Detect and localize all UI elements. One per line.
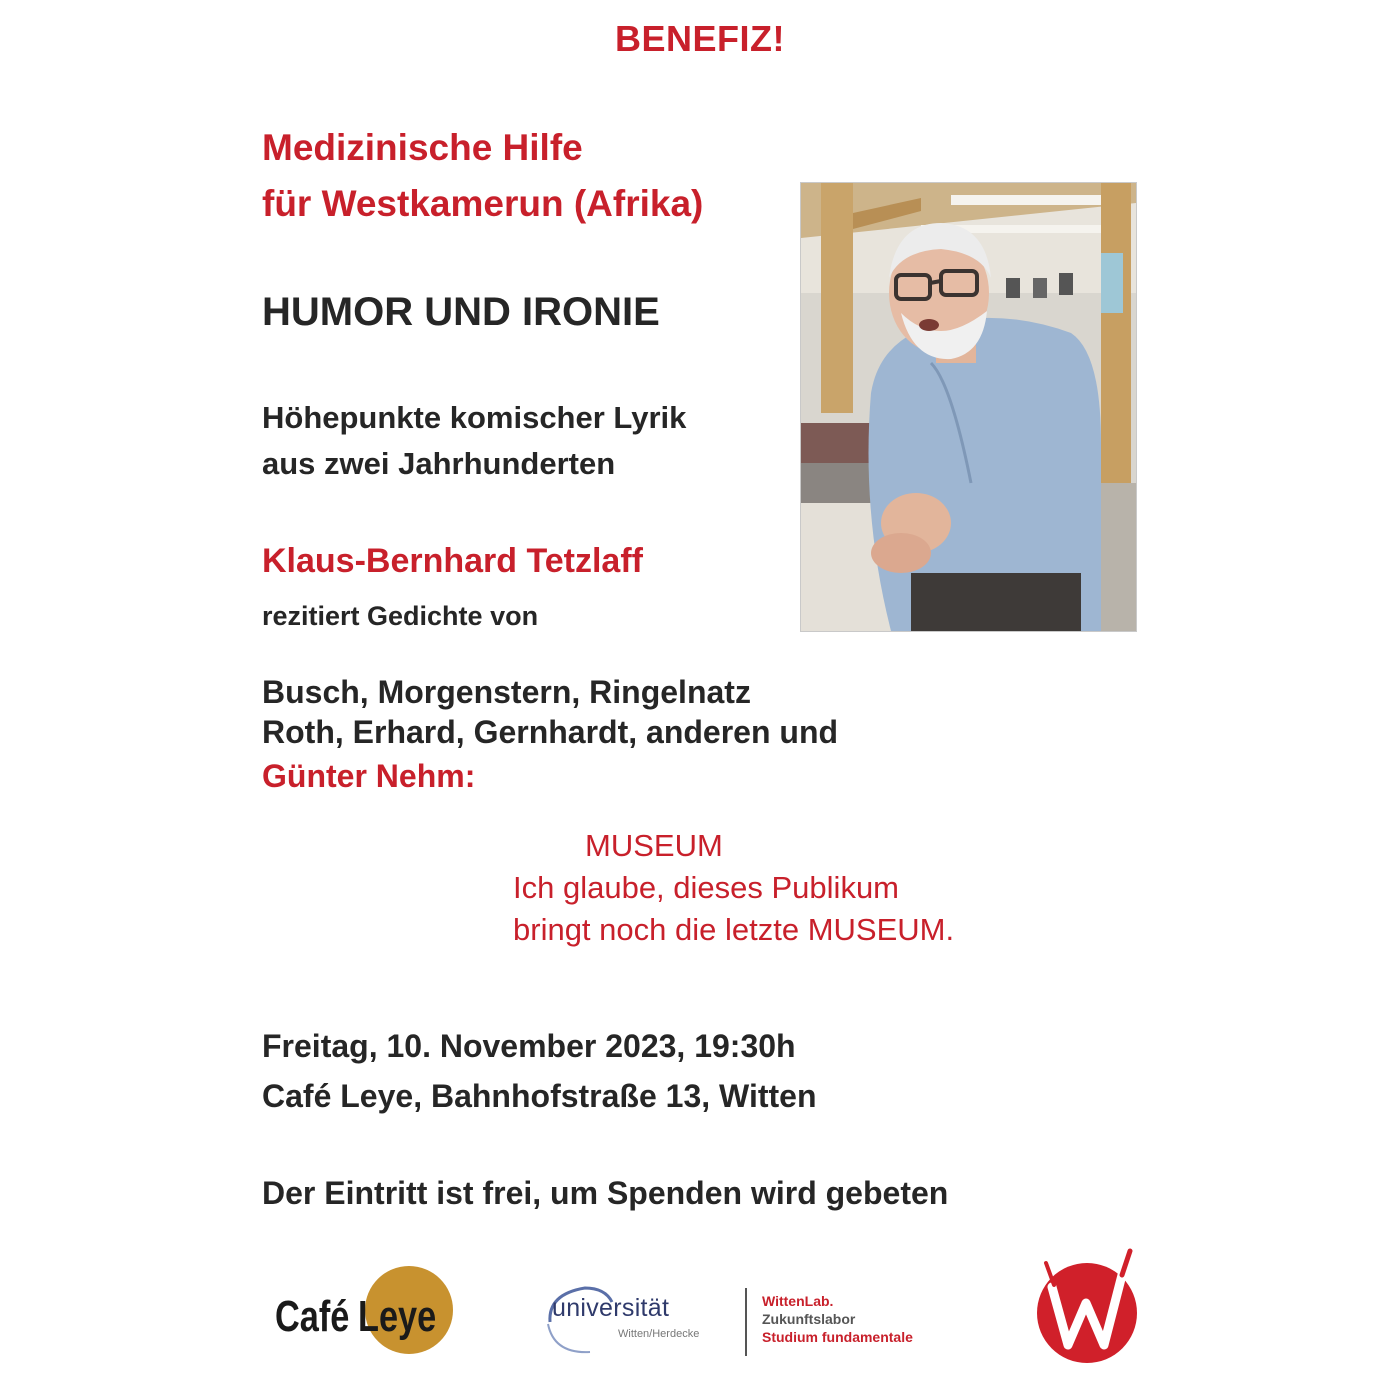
- cafe-leye-logo: [270, 1262, 460, 1362]
- entry-note: Der Eintritt ist frei, um Spenden wird gebeten: [262, 1175, 949, 1211]
- cause-line-2: für Westkamerun (Afrika): [262, 183, 704, 224]
- speaker-action: rezitiert Gedichte von: [262, 601, 539, 631]
- wittenlab-line-1: WittenLab.: [762, 1293, 834, 1309]
- poem-title: MUSEUM: [585, 828, 723, 863]
- university-logo: [540, 1282, 740, 1362]
- subtitle-line-2: aus zwei Jahrhunderten: [262, 446, 616, 481]
- event-date: Freitag, 10. November 2023, 19:30h: [262, 1028, 796, 1064]
- cafe-logo-word-1: Café: [275, 1292, 350, 1341]
- poets-line-2: Roth, Erhard, Gernhardt, anderen und: [262, 714, 839, 750]
- cause-line-1: Medizinische Hilfe: [262, 127, 583, 168]
- poem-line-2-emphasis: MUSEUM.: [807, 912, 955, 947]
- poem-line-2-prefix: bringt noch die letzte: [513, 912, 808, 947]
- benefit-heading: BENEFIZ!: [615, 18, 785, 59]
- subtitle-line-1: Höhepunkte komischer Lyrik: [262, 400, 687, 435]
- speaker-name: Klaus-Bernhard Tetzlaff: [262, 542, 643, 580]
- speaker-photo: [800, 182, 1137, 632]
- wittenlab-line-3: Studium fundamentale: [762, 1329, 913, 1345]
- event-title: HUMOR UND IRONIE: [262, 290, 660, 334]
- wittenlab-logo: [762, 1292, 972, 1346]
- event-venue: Café Leye, Bahnhofstraße 13, Witten: [262, 1078, 817, 1114]
- university-wordmark: universität: [552, 1294, 670, 1322]
- poets-line-3: Günter Nehm:: [262, 758, 476, 794]
- cafe-logo-word-2: Leye: [358, 1292, 437, 1341]
- wittenlab-line-2: Zukunftslabor: [762, 1311, 856, 1327]
- logo-divider: [745, 1288, 747, 1356]
- university-subtitle: Witten/Herdecke: [618, 1328, 700, 1340]
- poets-line-1: Busch, Morgenstern, Ringelnatz: [262, 674, 751, 710]
- poem-line-2: [513, 912, 954, 948]
- poem-line-1: Ich glaube, dieses Publikum: [513, 870, 900, 905]
- w-logo: [1030, 1245, 1145, 1370]
